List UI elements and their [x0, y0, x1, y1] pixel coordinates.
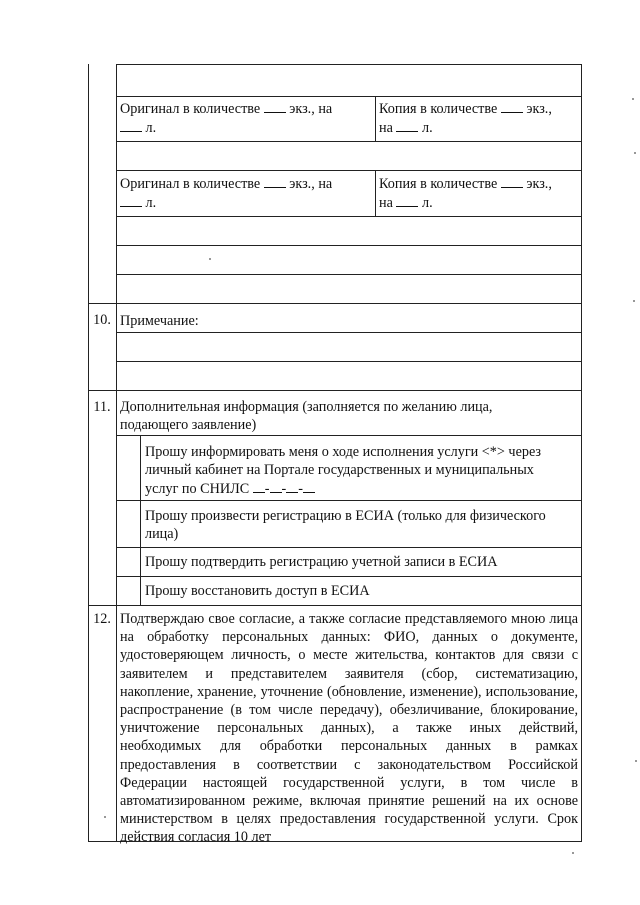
original-count-mid: экз., на [289, 101, 333, 117]
copy-count-cell [379, 99, 577, 137]
table-left-border [88, 64, 89, 842]
row-divider [116, 435, 582, 436]
copy-sheets-prefix: на [379, 195, 393, 211]
row-divider [88, 303, 582, 304]
section-number: 12. [93, 611, 111, 627]
copy-count-blank[interactable] [501, 174, 523, 188]
checkbox-registration[interactable] [117, 501, 140, 547]
row-divider [116, 170, 582, 171]
option-confirm-registration: Прошу подтвердить регистрацию учетной записи в ЕСИА [145, 554, 498, 570]
copy-count-prefix: Копия в количестве [379, 101, 498, 117]
row-divider [116, 361, 582, 362]
original-sheets-suffix: л. [145, 120, 157, 136]
original-count-cell [120, 174, 372, 212]
snils-blank[interactable] [253, 479, 265, 493]
snils-blank[interactable] [303, 479, 315, 493]
row-divider [88, 605, 582, 606]
scan-speck [572, 852, 574, 854]
scan-speck [635, 760, 637, 762]
copy-count-cell [379, 174, 577, 212]
option-restore-access: Прошу восстановить доступ в ЕСИА [145, 583, 370, 599]
consent-text: Подтверждаю свое согласие, а также согласие представляемого мною лица на обработку персональных данных: ФИО, данных о документе, удостоверяющем личность, о месте жительства, контактов для связи с заявителем и представителем заявителя (сбор, систематизацию, накопление, хранение, уточнение (обновление, изменение), использование, распространение (в том числе передачу), обезличивание, блокирование, уничтожение персональных данных), а также иных действий, необходимых для обработки персональных данных в рамках предоставления в соответствии с законодательством Российской Федерации настоящей государственной услуги, в том числе в автоматизированном режиме, включая принятие решений на их основе министерством в целях предоставления государственной услуги. Срок действия согласия 10 лет [120, 611, 578, 846]
snils-separator: - [264, 481, 270, 497]
snils-blank[interactable] [270, 479, 282, 493]
note-label: Примечание: [120, 313, 199, 329]
row-divider [116, 500, 582, 501]
copy-count-blank[interactable] [501, 99, 523, 113]
original-sheets-blank[interactable] [120, 193, 142, 207]
scan-speck [209, 258, 211, 260]
row-divider [116, 274, 582, 275]
scan-speck [632, 98, 634, 100]
option-registration: Прошу произвести регистрацию в ЕСИА (только для физического лица) [145, 508, 546, 542]
original-count-mid: экз., на [289, 176, 333, 192]
scan-speck [104, 816, 106, 818]
table-right-border [581, 64, 582, 842]
checkbox-column-divider [140, 435, 141, 605]
checkbox-confirm-registration[interactable] [117, 548, 140, 576]
row-divider [116, 216, 582, 217]
checkbox-informing[interactable] [117, 436, 140, 500]
row-divider [116, 96, 582, 97]
option-text: Прошу информировать меня о ходе исполнения услуги <*> через [145, 444, 542, 460]
row-divider [116, 141, 582, 142]
copy-count-mid: экз., [526, 176, 552, 192]
original-sheets-suffix: л. [145, 195, 157, 211]
checkbox-restore-access[interactable] [117, 577, 140, 605]
copy-sheets-blank[interactable] [396, 118, 418, 132]
option-informing [145, 443, 577, 498]
original-count-cell [120, 99, 372, 137]
original-count-prefix: Оригинал в количестве [120, 101, 261, 117]
copy-count-mid: экз., [526, 101, 552, 117]
row-divider [116, 547, 582, 548]
snils-separator: - [281, 481, 287, 497]
row-divider [88, 390, 582, 391]
table-top-border [116, 64, 582, 65]
section-number: 10. [93, 312, 111, 328]
application-form-table [88, 64, 582, 846]
option-text: личный кабинет на Портале государственных и муниципальных [145, 462, 534, 478]
copies-column-divider [375, 170, 376, 216]
row-divider [116, 332, 582, 333]
original-sheets-blank[interactable] [120, 118, 142, 132]
additional-info-label: Дополнительная информация (заполняется по желанию лица, подающего заявление) [120, 399, 493, 433]
option-text: услуг по СНИЛС [145, 481, 250, 497]
scan-speck [634, 152, 636, 154]
copy-count-prefix: Копия в количестве [379, 176, 498, 192]
snils-separator: - [298, 481, 303, 497]
original-count-prefix: Оригинал в количестве [120, 176, 261, 192]
original-count-blank[interactable] [264, 174, 286, 188]
original-count-blank[interactable] [264, 99, 286, 113]
snils-blank[interactable] [286, 479, 298, 493]
copy-sheets-blank[interactable] [396, 193, 418, 207]
copy-sheets-prefix: на [379, 120, 393, 136]
copy-sheets-suffix: л. [421, 195, 433, 211]
row-divider [116, 245, 582, 246]
section-number: 11. [93, 399, 111, 415]
copy-sheets-suffix: л. [421, 120, 433, 136]
copies-column-divider [375, 96, 376, 141]
scan-speck [633, 300, 635, 302]
row-divider [116, 576, 582, 577]
